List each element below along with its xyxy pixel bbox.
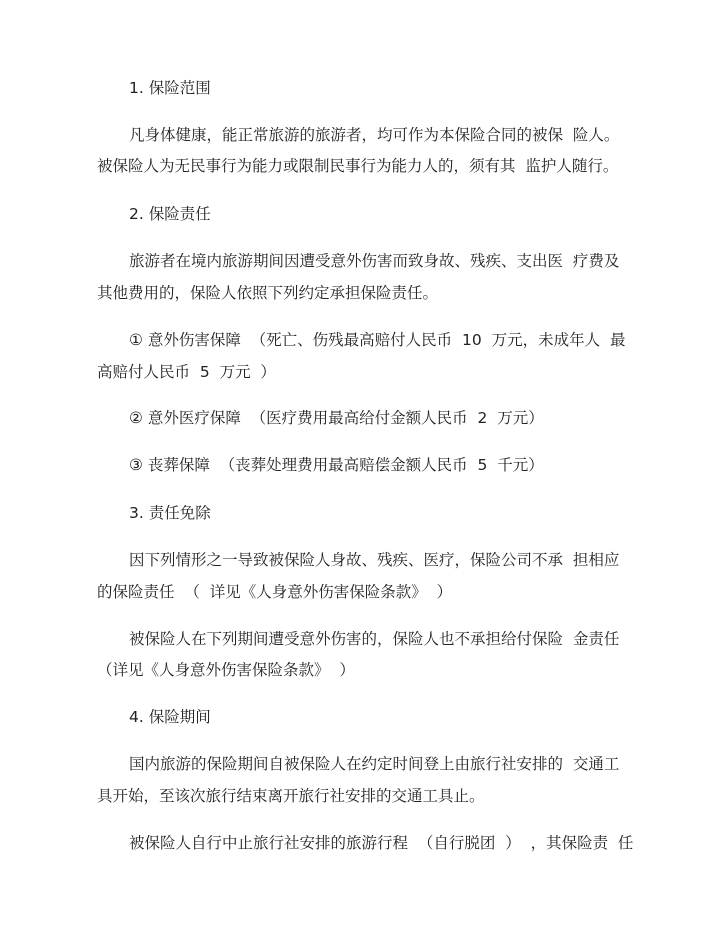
paragraph-line: 被保险人在下列期间遭受意外伤害的，保险人也不承担给付保险 金责任 (129, 630, 620, 648)
paragraph-line: 国内旅游的保险期间自被保险人在约定时间登上由旅行社安排的 交通工 (129, 755, 620, 773)
paragraph-line: 因下列情形之一导致被保险人身故、残疾、医疗，保险公司不承 担相应 (129, 551, 620, 569)
paragraph-line: 被保险人为无民事行为能力或限制民事行为能力人的，须有其 监护人随行。 (97, 157, 619, 175)
paragraph-line: 的保险责任 （ 详见《人身意外伤害保险条款》 ） (97, 583, 453, 601)
paragraph-line: （详见《人身意外伤害保险条款》 ） (97, 661, 355, 679)
section-heading-4: 4. 保险期间 (129, 708, 211, 726)
coverage-item-medical: ② 意外医疗保障 （医疗费用最高给付金额人民币 2 万元） (129, 409, 544, 427)
coverage-item-accident: ① 意外伤害保障 （死亡、伤残最高赔付人民币 10 万元，未成年人 最 (129, 331, 626, 349)
coverage-item-accident-cont: 高赔付人民币 5 万元 ） (97, 363, 276, 381)
paragraph-line: 具开始，至该次旅行结束离开旅行社安排的交通工具止。 (97, 787, 485, 805)
section-heading-3: 3. 责任免除 (129, 504, 211, 522)
paragraph-line: 旅游者在境内旅游期间因遭受意外伤害而致身故、残疾、支出医 疗费及 (129, 252, 620, 270)
paragraph-line: 凡身体健康，能正常旅游的旅游者，均可作为本保险合同的被保 险人。 (129, 126, 620, 144)
paragraph-line: 被保险人自行中止旅行社安排的旅游行程 （自行脱团 ） ，其保险责 任 (129, 834, 634, 852)
coverage-item-funeral: ③ 丧葬保障 （丧葬处理费用最高赔偿金额人民币 5 千元） (129, 456, 544, 474)
section-heading-1: 1. 保险范围 (129, 79, 211, 97)
section-heading-2: 2. 保险责任 (129, 205, 211, 223)
paragraph-line: 其他费用的，保险人依照下列约定承担保险责任。 (97, 284, 439, 302)
